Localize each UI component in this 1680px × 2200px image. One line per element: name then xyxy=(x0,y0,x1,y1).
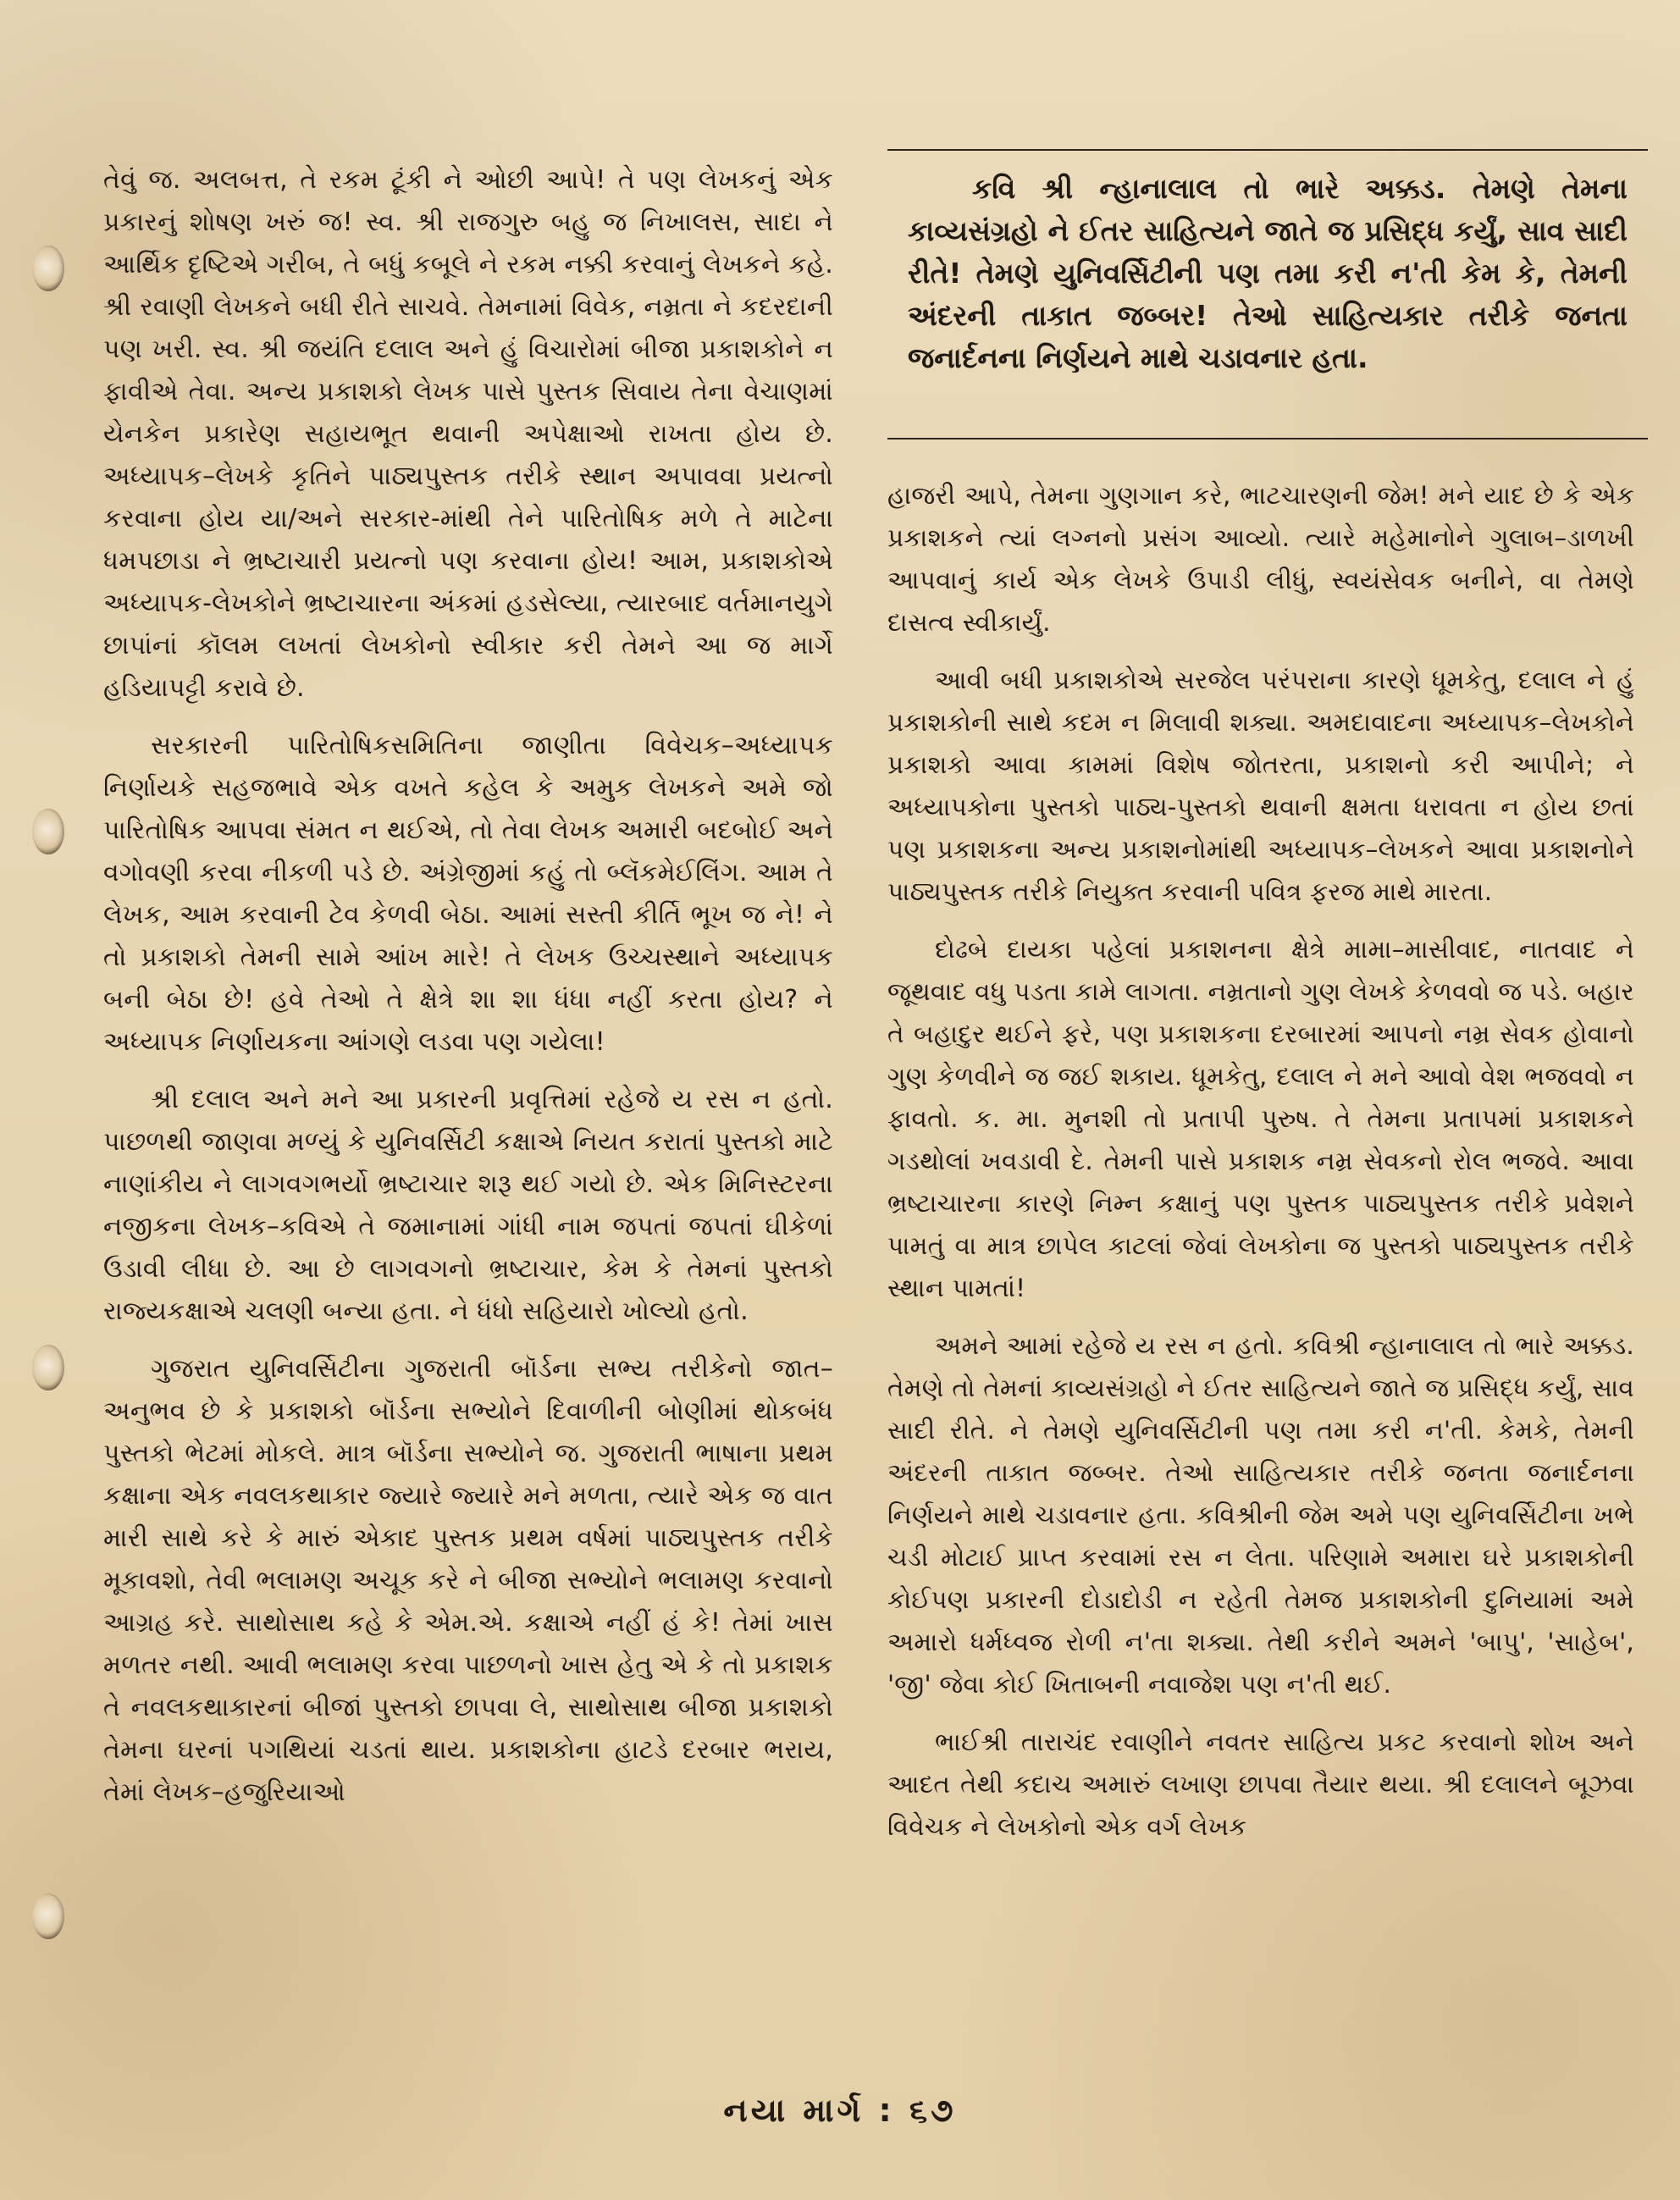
right-column xyxy=(887,474,1634,1863)
punch-hole xyxy=(32,246,64,291)
left-paragraph: ગુજરાત યુનિવર્સિટીના ગુજરાતી બૉર્ડના સભ્ય તરીકેનો જાત–અનુભવ છે કે પ્રકાશકો બૉર્ડના સભ્યોને દિવાળીની બોણીમાં થોકબંધ પુસ્તકો ભેટમાં મોકલે. માત્ર બૉર્ડના સભ્યોને જ. ગુજરાતી ભાષાના પ્રથમ કક્ષાના એક નવલકથાકાર જ્યારે જ્યારે મને મળતા, ત્યારે એક જ વાત મારી સાથે કરે કે મારું એકાદ પુસ્તક પ્રથમ વર્ષમાં પાઠ્યપુસ્તક તરીકે મૂકાવશો, તેવી ભલામણ અચૂક કરે ને બીજા સભ્યોને ભલામણ કરવાનો આગ્રહ કરે. સાથોસાથ કહે કે એમ.એ. કક્ષાએ નહીં હં કે! તેમાં ખાસ મળતર નથી. આવી ભલામણ કરવા પાછળનો ખાસ હેતુ એ કે તો પ્રકાશક તે નવલકથાકારનાં બીજાં પુસ્તકો છાપવા લે, સાથોસાથ બીજા પ્રકાશકો તેમના ઘરનાં પગથિયાં ચડતાં થાય. પ્રકાશકોના હાટડે દરબાર ભરાય, તેમાં લેખક–હજુરિયાઓ xyxy=(103,1354,833,1807)
right-paragraph: દોઢબે દાયકા પહેલાં પ્રકાશનના ક્ષેત્રે મામા–માસીવાદ, નાતવાદ ને જૂથવાદ વધુ પડતા કામે લાગતા. નમ્રતાનો ગુણ લેખકે કેળવવો જ પડે. બહાર તે બહાદુર થઈને ફરે, પણ પ્રકાશકના દરબારમાં આપનો નમ્ર સેવક હોવાનો ગુણ કેળવીને જ જઈ શકાય. ધૂમકેતુ, દલાલ ને મને આવો વેશ ભજવવો ન ફાવતો. ક. મા. મુનશી તો પ્રતાપી પુરુષ. તે તેમના પ્રતાપમાં પ્રકાશકને ગડથોલાં ખવડાવી દે. તેમની પાસે પ્રકાશક નમ્ર સેવકનો રોલ ભજવે. આવા ભ્રષ્ટાચારના કારણે નિમ્ન કક્ષાનું પણ પુસ્તક પાઠ્યપુસ્તક તરીકે પ્રવેશને પામતું વા માત્ર છાપેલ કાટલાં જેવાં લેખકોના જ પુસ્તકો પાઠ્યપુસ્તક તરીકે સ્થાન પામતાં! xyxy=(887,935,1634,1302)
punch-hole xyxy=(32,1893,64,1939)
right-paragraph: હાજરી આપે, તેમના ગુણગાન કરે, ભાટચારણની જેમ! મને યાદ છે કે એક પ્રકાશકને ત્યાં લગ્નનો પ્રસંગ આવ્યો. ત્યારે મહેમાનોને ગુલાબ–ડાળખી આપવાનું કાર્ય એક લેખકે ઉપાડી લીધું, સ્વયંસેવક બનીને, વા તેમણે દાસત્વ સ્વીકાર્યું. xyxy=(887,481,1634,637)
right-paragraph: અમને આમાં રહેજે ય રસ ન હતો. કવિશ્રી ન્હાનાલાલ તો ભારે અક્કડ. તેમણે તો તેમનાં કાવ્યસંગ્રહો ને ઈતર સાહિત્યને જાતે જ પ્રસિદ્ધ કર્યું, સાવ સાદી રીતે. ને તેમણે યુનિવર્સિટીની પણ તમા કરી ન'તી. કેમકે, તેમની અંદરની તાકાત જબ્બર. તેઓ સાહિત્યકાર તરીકે જનતા જનાર્દનના નિર્ણયને માથે ચડાવનાર હતા. કવિશ્રીની જેમ અમે પણ યુનિવર્સિટીના ખભે ચડી મોટાઈ પ્રાપ્ત કરવામાં રસ ન લેતા. પરિણામે અમારા ઘરે પ્રકાશકોની કોઈપણ પ્રકારની દોડાદોડી ન રહેતી તેમજ પ્રકાશકોની દુનિયામાં અમે અમારો ધર્મધ્વજ રોળી ન'તા શક્યા. તેથી કરીને અમને 'બાપુ', 'સાહેબ', 'જી' જેવા કોઈ ખિતાબની નવાજેશ પણ ન'તી થઈ. xyxy=(887,1331,1634,1699)
left-paragraph: સરકારની પારિતોષિકસમિતિના જાણીતા વિવેચક–અધ્યાપક નિર્ણાયકે સહજભાવે એક વખતે કહેલ કે અમુક લેખકને અમે જો પારિતોષિક આપવા સંમત ન થઈએ, તો તેવા લેખક અમારી બદબોઈ અને વગોવણી કરવા નીકળી પડે છે. અંગ્રેજીમાં કહું તો બ્લૅકમેઈલિંગ. આમ તે લેખક, આમ કરવાની ટેવ કેળવી બેઠા. આમાં સસ્તી કીર્તિ ભૂખ જ ને! ને તો પ્રકાશકો તેમની સામે આંખ મારે! તે લેખક ઉચ્ચસ્થાને અધ્યાપક બની બેઠા છે! હવે તેઓ તે ક્ષેત્રે શા શા ધંધા નહીં કરતા હોય? ને અધ્યાપક નિર્ણાયકના આંગણે લડવા પણ ગયેલા! xyxy=(103,731,833,1057)
right-paragraph: ભાઈશ્રી તારાચંદ રવાણીને નવતર સાહિત્ય પ્રકટ કરવાનો શોખ અને આદત તેથી કદાચ અમારું લખાણ છાપવા તૈયાર થયા. શ્રી દલાલને બૂઝવા વિવેચક ને લેખકોનો એક વર્ગ લેખક xyxy=(887,1727,1634,1841)
pull-quote-box xyxy=(887,149,1648,439)
left-column xyxy=(103,159,833,1829)
punch-hole xyxy=(32,1345,64,1390)
page-footer: નયા માર્ગ : ૬૭ xyxy=(723,2092,957,2129)
left-paragraph: તેવું જ. અલબત્ત, તે રકમ ટૂંકી ને ઓછી આપે! તે પણ લેખકનું એક પ્રકારનું શોષણ ખરું જ! સ્વ. શ્રી રાજગુરુ બહુ જ નિખાલસ, સાદા ને આર્થિક દૃષ્ટિએ ગરીબ, તે બધું કબૂલે ને રકમ નક્કી કરવાનું લેખકને કહે. શ્રી રવાણી લેખકને બધી રીતે સાચવે. તેમનામાં વિવેક, નમ્રતા ને કદરદાની પણ ખરી. સ્વ. શ્રી જયંતિ દલાલ અને હું વિચારોમાં બીજા પ્રકાશકોને ન ફાવીએ તેવા. અન્ય પ્રકાશકો લેખક પાસે પુસ્તક સિવાય તેના વેચાણમાં યેનકેન પ્રકારેણ સહાયભૂત થવાની અપેક્ષાઓ રાખતા હોય છે. અધ્યાપક–લેખકે કૃતિને પાઠ્યપુસ્તક તરીકે સ્થાન અપાવવા પ્રયત્નો કરવાના હોય યા/અને સરકાર-માંથી તેને પારિતોષિક મળે તે માટેના ધમપછાડા ને ભ્રષ્ટાચારી પ્રયત્નો પણ કરવાના હોય! આમ, પ્રકાશકોએ અધ્યાપક-લેખકોને ભ્રષ્ટાચારના અંકમાં હડસેલ્યા, ત્યારબાદ વર્તમાનયુગે છાપાંનાં કૉલમ લખતાં લેખકોનો સ્વીકાર કરી તેમને આ જ માર્ગે હડિયાપટ્ટી કરાવે છે. xyxy=(103,165,833,703)
left-paragraph: શ્રી દલાલ અને મને આ પ્રકારની પ્રવૃત્તિમાં રહેજે ય રસ ન હતો. પાછળથી જાણવા મળ્યું કે યુનિવર્સિટી કક્ષાએ નિયત કરાતાં પુસ્તકો માટે નાણાંકીય ને લાગવગભર્યો ભ્રષ્ટાચાર શરૂ થઈ ગયો છે. એક મિનિસ્ટરના નજીકના લેખક–કવિએ તે જમાનામાં ગાંધી નામ જપતાં જપતાં ઘીકેળાં ઉડાવી લીધા છે. આ છે લાગવગનો ભ્રષ્ટાચાર, કેમ કે તેમનાં પુસ્તકો રાજ્યકક્ષાએ ચલણી બન્યા હતા. ને ધંધો સહિયારો ખોલ્યો હતો. xyxy=(103,1085,833,1326)
punch-hole xyxy=(32,809,64,854)
pull-quote-text: કવિ શ્રી ન્હાનાલાલ તો ભારે અક્કડ. તેમણે તેમના કાવ્યસંગ્રહો ને ઈતર સાહિત્યને જાતે જ પ્રસિદ્ધ કર્યું, સાવ સાદી રીતે! તેમણે યુનિવર્સિટીની પણ તમા કરી ન'તી કેમ કે, તેમની અંદરની તાકાત જબ્બર! તેઓ સાહિત્યકાર તરીકે જનતા જનાર્દનના નિર્ણયને માથે ચડાવનાર હતા. xyxy=(908,172,1628,374)
right-paragraph: આવી બધી પ્રકાશકોએ સરજેલ પરંપરાના કારણે ધૂમકેતુ, દલાલ ને હું પ્રકાશકોની સાથે કદમ ન મિલાવી શક્યા. અમદાવાદના અધ્યાપક–લેખકોને પ્રકાશકો આવા કામમાં વિશેષ જોતરતા, પ્રકાશનો કરી આપીને; ને અધ્યાપકોના પુસ્તકો પાઠ્ય-પુસ્તકો થવાની ક્ષમતા ધરાવતા ન હોય છતાં પણ પ્રકાશકના અન્ય પ્રકાશનોમાંથી અધ્યાપક–લેખકને આવા પ્રકાશનોને પાઠ્યપુસ્તક તરીકે નિયુક્ત કરવાની પવિત્ર ફરજ માથે મારતા. xyxy=(887,666,1634,906)
